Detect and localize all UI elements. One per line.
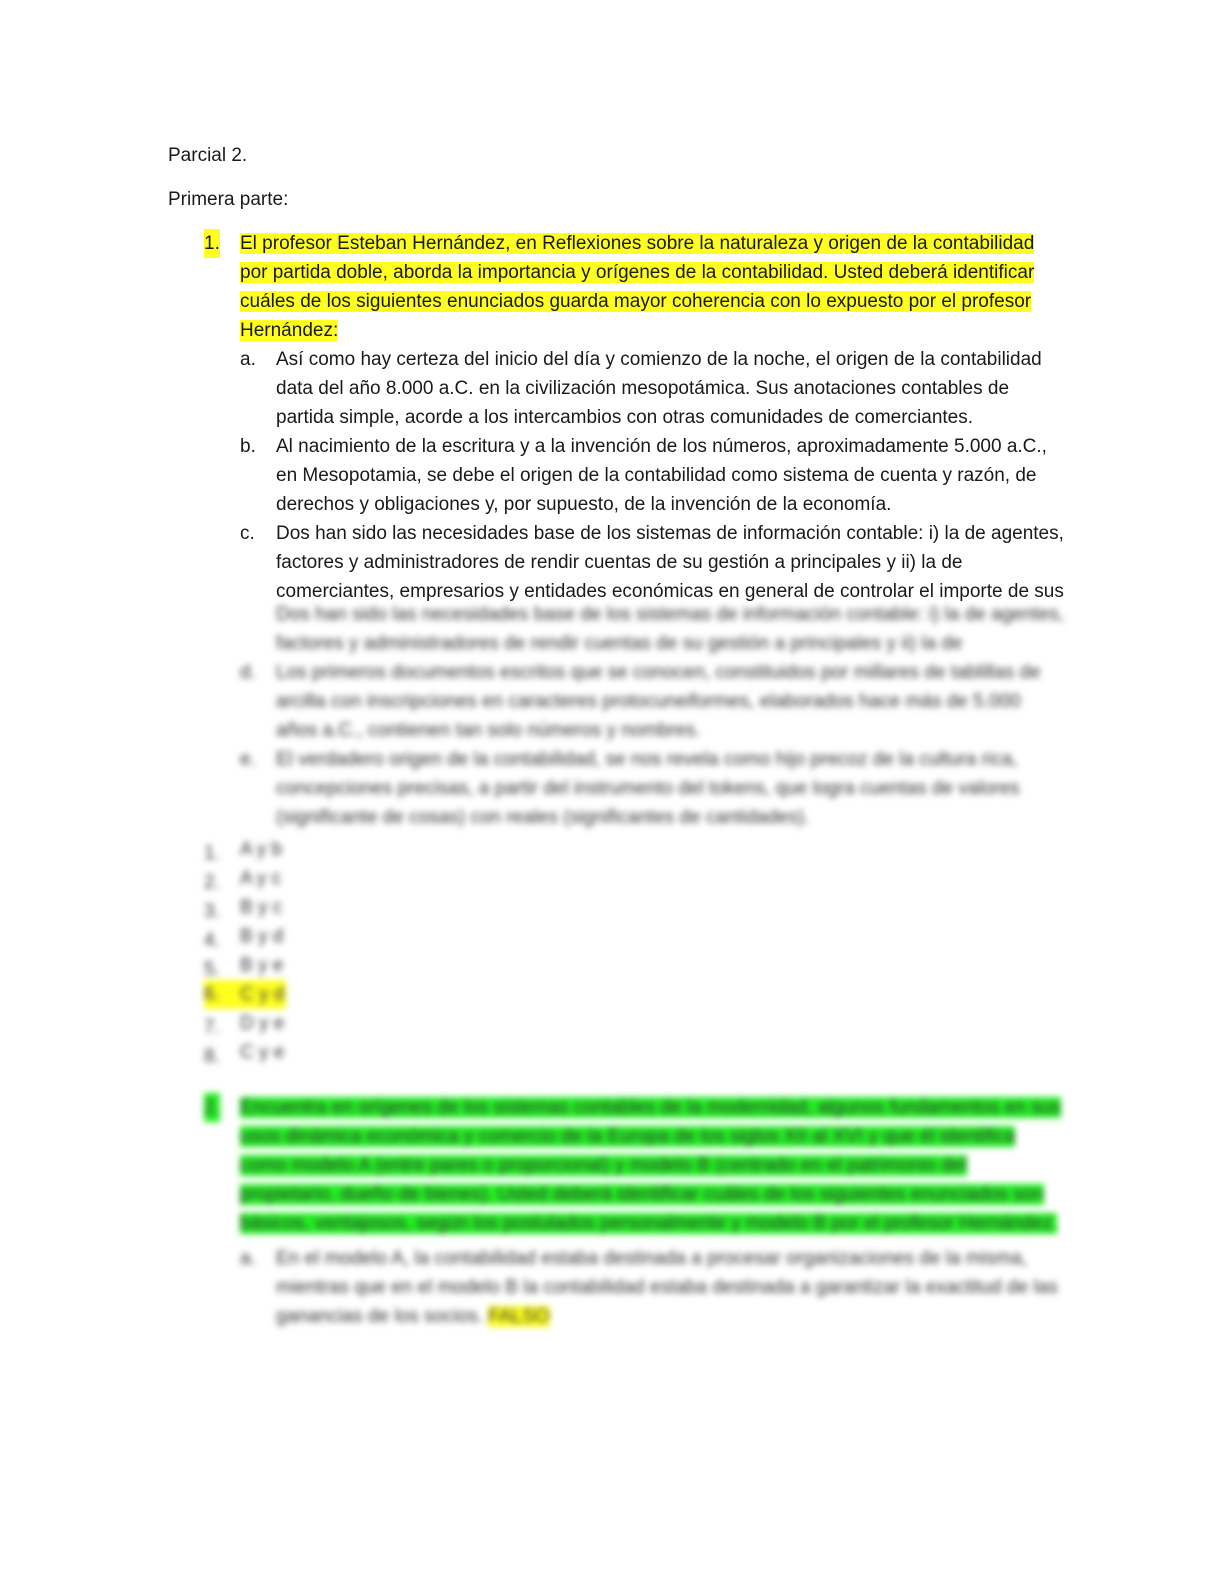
- answer-label: 8.: [204, 1046, 220, 1067]
- option-text: El verdadero origen de la contabilidad, se nos revela como hijo precoz de la cultura rica, concepciones precisas, a partir del instrumento del tokens, que logra cuentas de valores (significante de cosas) con reales (significantes de cantidades).: [276, 749, 1020, 828]
- answer-label: 7.: [204, 1017, 220, 1038]
- answer-text: B y e: [240, 955, 284, 976]
- option-text: Dos han sido las necesidades base de los sistemas de información contable: i) la de agentes, factores y administradores de rendir cuentas de su gestión a principales y ii) la de comerciantes, empresarios y entidades económicas en general de controlar el importe de sus: [276, 523, 1064, 602]
- answer-item: [204, 897, 283, 922]
- option-text: Así como hay certeza del inicio del día y comienzo de la noche, el origen de la contabilidad data del año 8.000 a.C. en la civilización mesopotámica. Sus anotaciones contables de partida simple, acorde a los intercambios con otras comunidades de comerciantes.: [276, 349, 1042, 428]
- option-text: En el modelo A, la contabilidad estaba destinada a procesar organizaciones de la misma, mientras que en el modelo B la contabilidad estaba destinada a garantizar la exactitud de las ganancias de los socios.: [276, 1248, 1058, 1327]
- answer-item-highlighted: [204, 980, 286, 1009]
- answer-text: B y c: [240, 897, 283, 918]
- blurred-region: [204, 600, 1064, 832]
- option-label: d.: [240, 662, 256, 683]
- section-heading: Primera parte:: [168, 189, 289, 210]
- question-options: [240, 1244, 1064, 1331]
- question-options-blurred: [240, 600, 1064, 832]
- question-text: El profesor Esteban Hernández, en Reflexiones sobre la naturaleza y origen de la contabilidad por partida doble, aborda la importancia y orígenes de la contabilidad. Usted deberá identificar cuáles de los siguientes enunciados guarda mayor coherencia con lo expuesto por el profesor Hernández:: [240, 233, 1035, 341]
- answer-item: [204, 1013, 285, 1038]
- question-text-block: [240, 229, 1064, 345]
- option-label: c.: [240, 523, 255, 544]
- answer-label: 3.: [204, 901, 220, 922]
- option-c: [240, 519, 1064, 606]
- option-label: a.: [240, 1248, 256, 1269]
- option-text: Los primeros documentos escritos que se conocen, constituidos por millares de tablillas de arcilla con inscripciones en caracteres protocuneiformes, elaborados hace más de 5.000 años a.C., contienen tan solo números y nombres.: [276, 662, 1041, 741]
- answer-text: A y c: [240, 868, 282, 889]
- answer-label: 2.: [204, 872, 220, 893]
- document-title: Parcial 2.: [168, 145, 248, 166]
- question-text: Encuentra en orígenes de los sistemas contables de la modernidad, algunos fundamentos en sus usos dinámica económica y comercio de la Europa de los siglos XII al XVI y que él identifica como modelo A (entre pares o proporcional) y modelo B (centrado en el patrimonio del propietario, dueño de bienes). Usted deberá identificar cuáles de los siguientes enunciados son básicos, ventajosos, según los postulados personalmente y modelo B por el profesor Hernández.: [240, 1097, 1061, 1234]
- answer-tag: FALSO: [488, 1306, 550, 1327]
- question-options: [240, 345, 1064, 606]
- answer-label: 1.: [204, 843, 220, 864]
- answer-item: [204, 839, 283, 864]
- answer-text: B y d: [240, 926, 284, 947]
- answer-text: C y d: [240, 984, 285, 1005]
- answer-label: 5.: [204, 959, 220, 980]
- option-label: b.: [240, 436, 256, 457]
- answer-label: 4.: [204, 930, 220, 951]
- answer-item: [204, 926, 284, 951]
- question-2: [204, 1093, 1064, 1331]
- answer-list: [204, 835, 286, 1067]
- answer-label: 6.: [204, 984, 220, 1005]
- option-b: [240, 432, 1064, 519]
- question-number: 1.: [204, 229, 220, 258]
- answer-text: D y e: [240, 1013, 285, 1034]
- answer-item: [204, 1042, 285, 1067]
- question-1: [204, 229, 1064, 606]
- option-c-continued: [240, 600, 1064, 658]
- option-a: [240, 345, 1064, 432]
- option-text: Dos han sido las necesidades base de los sistemas de información contable: i) la de agentes, factores y administradores de rendir cuentas de su gestión a principales y ii) la de: [276, 604, 1064, 654]
- option-e: [240, 745, 1064, 832]
- option-d: [240, 658, 1064, 745]
- option-a: [240, 1244, 1064, 1331]
- answer-text: C y e: [240, 1042, 285, 1063]
- question-text-block: [240, 1093, 1064, 1238]
- question-number: 2.: [204, 1093, 220, 1122]
- answer-item: [204, 868, 282, 893]
- answer-text: A y b: [240, 839, 283, 860]
- option-label: a.: [240, 349, 256, 370]
- option-label: e.: [240, 749, 256, 770]
- option-text: Al nacimiento de la escritura y a la invención de los números, aproximadamente 5.000 a.C., en Mesopotamia, se debe el origen de la contabilidad como sistema de cuenta y razón, de derechos y obligaciones y, por supuesto, de la invención de la economía.: [276, 436, 1047, 515]
- answer-item: [204, 955, 284, 980]
